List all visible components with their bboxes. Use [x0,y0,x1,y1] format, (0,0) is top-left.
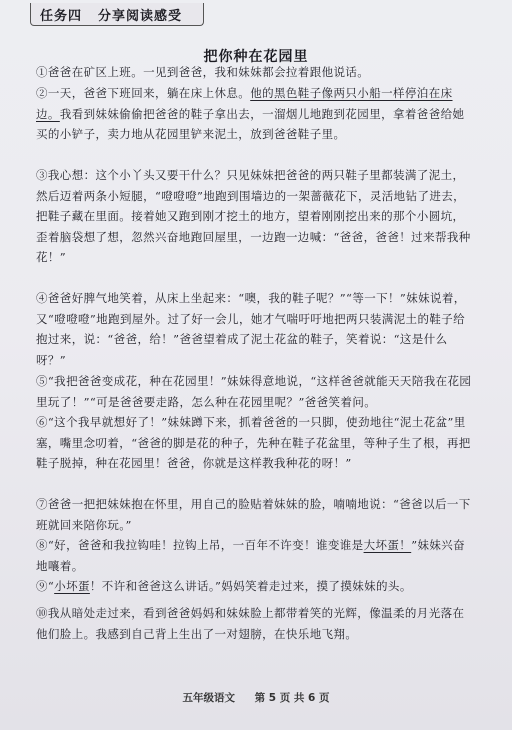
footer-subject: 五年级语文 [182,692,235,704]
paragraph-3: ③我心想：这个小丫头又要干什么？只见妹妹把爸爸的两只鞋子里都装满了泥土，然后迈着两条小短腿，“噔噔噔”地跑到围墙边的一架蔷薇花下，灵活地钻了进去，把鞋子藏在里面。接着她又跑到刚才挖土的地方，望着刚刚挖出来的那个小圆坑，歪着脑袋想了想，忽然兴奋地跑回屋里，一边跑一边喊：“爸爸，爸爸！过来帮我种花！” [36,168,471,264]
paragraph-8-rest: ”妹妹兴奋地嚷着。 [36,538,466,573]
paragraph-9-text: ⑨“ [36,579,55,593]
paragraph-8-text: ⑧“好，爸爸和我拉钩哇！拉钩上吊，一百年不许变！谁变谁是 [36,538,364,552]
task-title: 分享阅读感受 [98,9,183,24]
paragraph-1: ①爸爸在矿区上班。一见到爸爸，我和妹妹都会拉着跟他说话。 [36,65,370,79]
task-label: 任务四 [40,9,83,24]
paragraph-7: ⑦爸爸一把把妹妹抱在怀里，用自己的脸贴着妹妹的脸，喃喃地说：“爸爸以后一下班就回来陪你玩。” [36,497,471,532]
paragraph-8 [36,535,476,576]
paragraph-4: ④爸爸好脾气地笑着，从床上坐起来：“噢，我的鞋子呢？”“等一下！”妹妹说着，又“噔噔噔”地跑到屋外。过了好一会儿，她才气喘吁吁地把两只装满泥土的鞋子给抱过来，说：“爸爸，给！”爸爸望着成了泥土花盆的鞋子，笑着说：“这是什么呀？” [36,291,466,367]
paragraph-6: ⑥“这个我早就想好了！”妹妹蹲下来，抓着爸爸的一只脚，使劲地往“泥土花盆”里塞，嘴里念叨着，“爸爸的脚是花的种子，先种在鞋子花盆里，等种子生了根，再把鞋子脱掉，种在花园里！爸爸，你就是这样教我种花的呀！” [36,415,471,470]
underlined-phrase-big-bad-egg: 大坏蛋！ [363,538,412,552]
underlined-phrase-little-bad-egg: 小坏蛋 [54,579,90,593]
paragraph-5: ⑤“我把爸爸变成花，种在花园里！”妹妹得意地说，“这样爸爸就能天天陪我在花园里玩了！”“可是爸爸要走路，怎么种在花园里呢？”爸爸笑着问。 [36,374,472,409]
paragraph-9-rest: ！不许和爸爸这么讲话。”妈妈笑着走过来，摸了摸妹妹的头。 [89,579,412,593]
footer-page-number: 第 5 页 共 6 页 [254,692,330,704]
paragraph-9 [36,576,476,597]
paragraph-2-rest: 我看到妹妹偷偷把爸爸的鞋子拿出去，一溜烟儿地跑到花园里，拿着爸爸给她买的小铲子，卖力地从花园里铲来泥土，放到爸爸鞋子里。 [36,106,465,141]
paragraph-2-text: ②一天，爸爸下班回来，躺在床上休息。 [36,86,251,100]
underlined-sentence: 他的黑色鞋子像两只小船一样停泊在床边。 [36,86,453,121]
story-title: 把你种在花园里 [203,49,309,65]
paragraph-2 [36,83,476,145]
paragraph-10: ⑩我从暗处走过来，看到爸爸妈妈和妹妹脸上都带着笑的光辉，像温柔的月光落在他们脸上。我感到自己背上生出了一对翅膀，在快乐地飞翔。 [36,606,465,641]
page-footer [0,690,512,705]
